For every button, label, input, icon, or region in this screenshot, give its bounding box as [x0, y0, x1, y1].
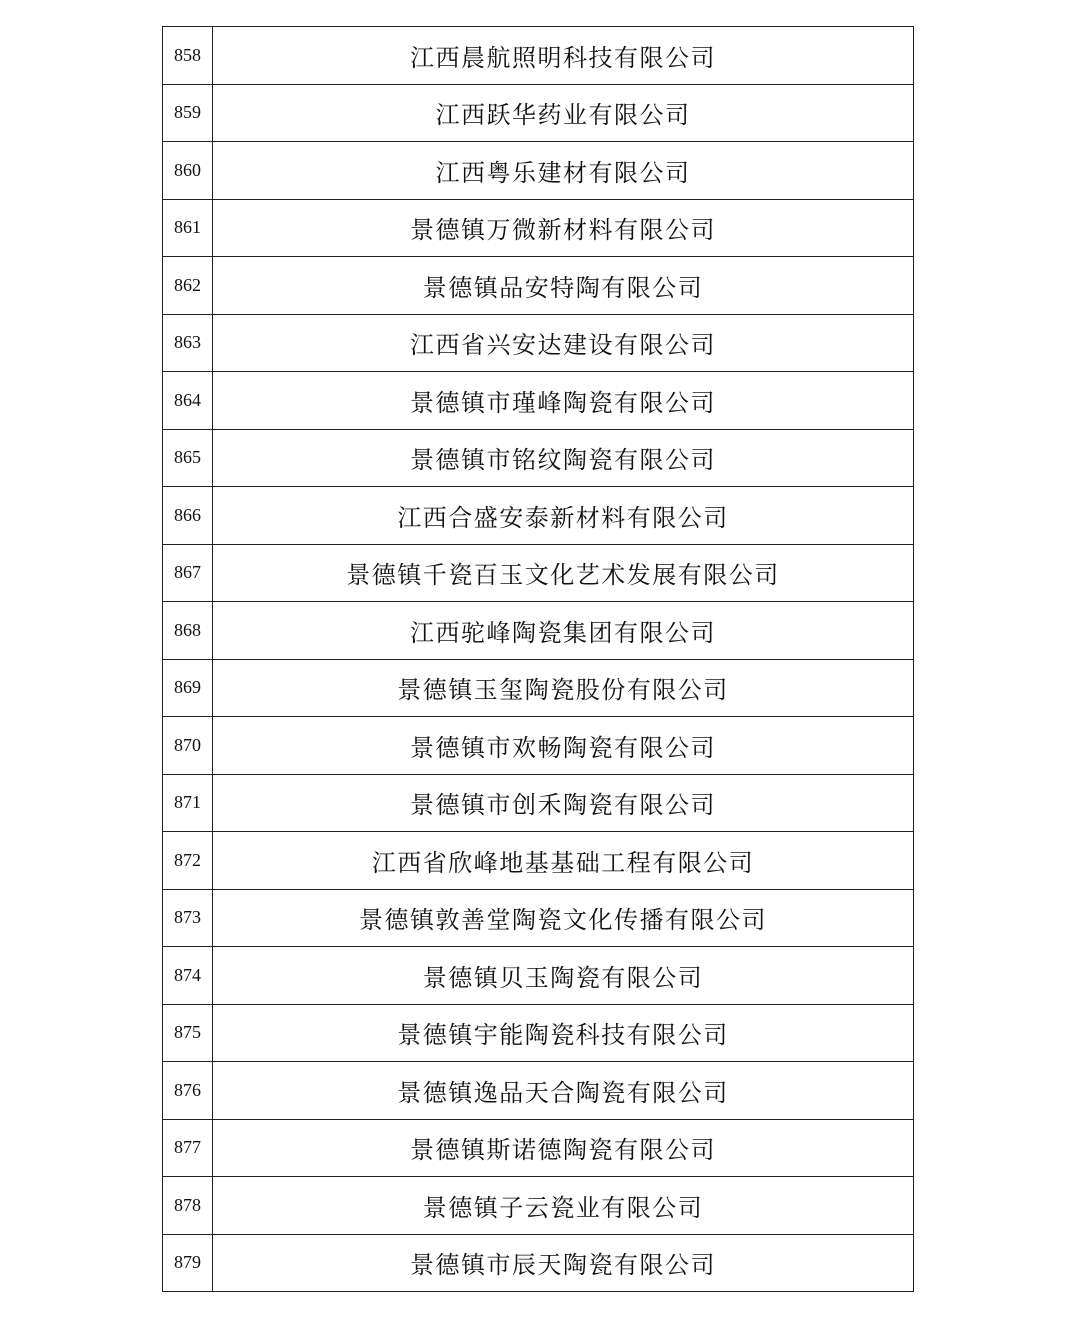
table-row [163, 947, 914, 1005]
table-row [163, 314, 914, 372]
table-row [163, 199, 914, 257]
table-row [163, 1004, 914, 1062]
company-name: 江西驼峰陶瓷集团有限公司 [213, 602, 914, 660]
company-name: 江西省兴安达建设有限公司 [213, 314, 914, 372]
row-number: 858 [163, 27, 213, 85]
company-name: 江西晨航照明科技有限公司 [213, 27, 914, 85]
company-name: 景德镇玉玺陶瓷股份有限公司 [213, 659, 914, 717]
table-row [163, 142, 914, 200]
row-number: 869 [163, 659, 213, 717]
table-row [163, 544, 914, 602]
table-row [163, 487, 914, 545]
row-number: 872 [163, 832, 213, 890]
row-number: 868 [163, 602, 213, 660]
company-name: 江西跃华药业有限公司 [213, 84, 914, 142]
row-number: 861 [163, 199, 213, 257]
company-list-table [162, 26, 914, 1292]
company-name: 景德镇市铭纹陶瓷有限公司 [213, 429, 914, 487]
row-number: 860 [163, 142, 213, 200]
row-number: 873 [163, 889, 213, 947]
table-row [163, 659, 914, 717]
row-number: 862 [163, 257, 213, 315]
table-row [163, 1119, 914, 1177]
row-number: 878 [163, 1177, 213, 1235]
table-row [163, 84, 914, 142]
row-number: 863 [163, 314, 213, 372]
table-row [163, 889, 914, 947]
company-name: 景德镇逸品天合陶瓷有限公司 [213, 1062, 914, 1120]
row-number: 870 [163, 717, 213, 775]
row-number: 876 [163, 1062, 213, 1120]
table-row [163, 1062, 914, 1120]
row-number: 866 [163, 487, 213, 545]
table-row [163, 1177, 914, 1235]
table-row [163, 27, 914, 85]
row-number: 867 [163, 544, 213, 602]
row-number: 859 [163, 84, 213, 142]
company-name: 景德镇敦善堂陶瓷文化传播有限公司 [213, 889, 914, 947]
company-name: 景德镇万微新材料有限公司 [213, 199, 914, 257]
table-row [163, 429, 914, 487]
company-name: 景德镇贝玉陶瓷有限公司 [213, 947, 914, 1005]
company-name: 景德镇子云瓷业有限公司 [213, 1177, 914, 1235]
company-name: 景德镇市创禾陶瓷有限公司 [213, 774, 914, 832]
company-name: 景德镇斯诺德陶瓷有限公司 [213, 1119, 914, 1177]
row-number: 877 [163, 1119, 213, 1177]
row-number: 879 [163, 1234, 213, 1292]
table-row [163, 1234, 914, 1292]
row-number: 865 [163, 429, 213, 487]
company-name: 景德镇市欢畅陶瓷有限公司 [213, 717, 914, 775]
company-name: 景德镇市辰天陶瓷有限公司 [213, 1234, 914, 1292]
company-name: 江西粤乐建材有限公司 [213, 142, 914, 200]
company-name: 景德镇品安特陶有限公司 [213, 257, 914, 315]
table-row [163, 774, 914, 832]
table-body [163, 27, 914, 1292]
company-name: 江西省欣峰地基基础工程有限公司 [213, 832, 914, 890]
row-number: 874 [163, 947, 213, 1005]
table-row [163, 602, 914, 660]
company-name: 景德镇宇能陶瓷科技有限公司 [213, 1004, 914, 1062]
table-row [163, 717, 914, 775]
row-number: 864 [163, 372, 213, 430]
company-name: 景德镇市瑾峰陶瓷有限公司 [213, 372, 914, 430]
table-row [163, 832, 914, 890]
company-name: 江西合盛安泰新材料有限公司 [213, 487, 914, 545]
company-name: 景德镇千瓷百玉文化艺术发展有限公司 [213, 544, 914, 602]
table-row [163, 257, 914, 315]
table-row [163, 372, 914, 430]
row-number: 871 [163, 774, 213, 832]
row-number: 875 [163, 1004, 213, 1062]
